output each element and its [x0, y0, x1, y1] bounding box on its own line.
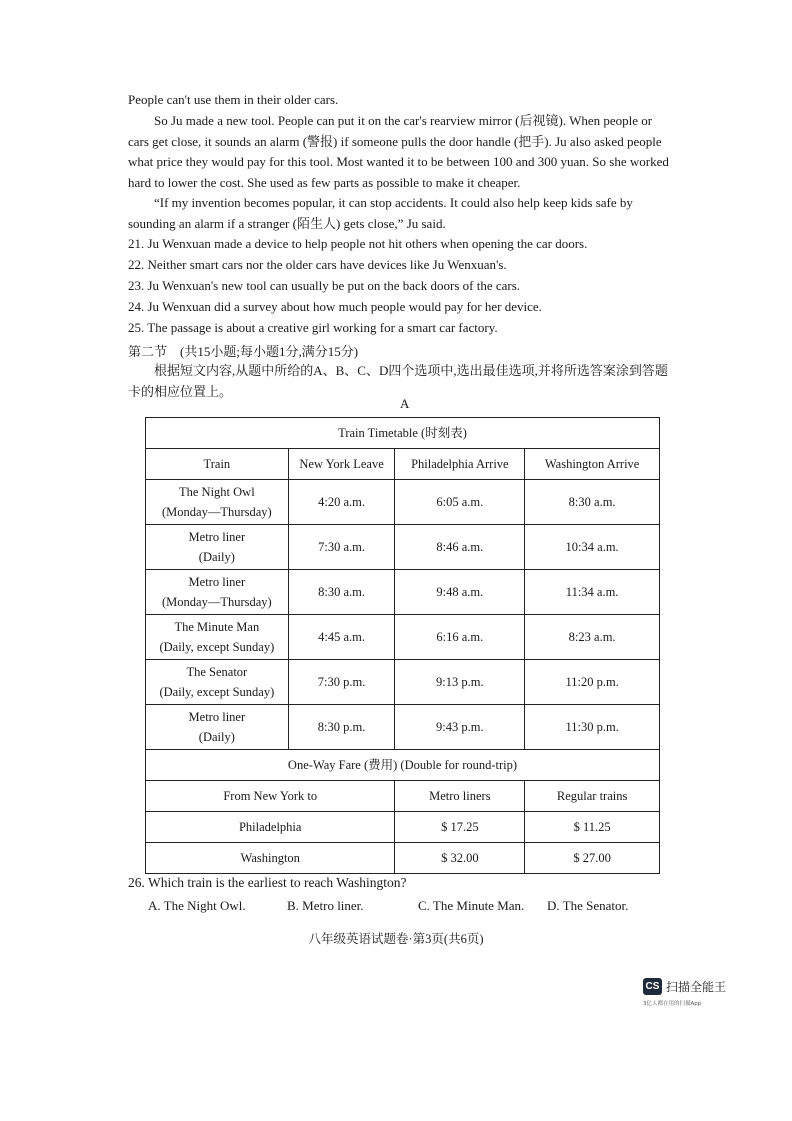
train-cell: [146, 660, 289, 705]
option-d: D. The Senator.: [547, 898, 629, 913]
fare-title: One-Way Fare (费用) (Double for round-trip): [146, 750, 660, 781]
option-b: B. Metro liner.: [287, 898, 364, 913]
ph-arrive-cell: 8:46 a.m.: [395, 525, 525, 570]
cs-logo-icon: CS: [643, 978, 662, 995]
fare-header-metro: Metro liners: [395, 781, 525, 812]
table-row: [146, 705, 660, 750]
section-instruction: 根据短文内容,从题中所给的A、B、C、D四个选项中,选出最佳选项,并将所选答案涂到答题卡的相应位置上。: [128, 363, 668, 399]
statement-21: 21. Ju Wenxuan made a device to help people not hit others when opening the car doors.: [128, 236, 588, 251]
table-row: [146, 660, 660, 705]
ph-arrive-cell: 9:43 p.m.: [395, 705, 525, 750]
train-cell: [146, 705, 289, 750]
ny-leave-cell: 4:45 a.m.: [288, 615, 395, 660]
wa-arrive-cell: 8:23 a.m.: [525, 615, 660, 660]
table-row: [146, 480, 660, 525]
fare-destination: Philadelphia: [146, 812, 395, 843]
statement-24: 24. Ju Wenxuan did a survey about how much people would pay for her device.: [128, 299, 542, 314]
train-cell: [146, 615, 289, 660]
table-row: [146, 812, 660, 843]
train-name: Metro liner: [188, 530, 246, 544]
passage-paragraph-3: “If my invention becomes popular, it can stop accidents. It could also help keep kids safe by sounding an alarm if a stranger (陌生人) gets close,” Ju said.: [128, 195, 633, 231]
option-c: C. The Minute Man.: [418, 898, 525, 913]
page-footer: 八年级英语试题卷·第3页(共6页): [308, 932, 484, 946]
train-days: (Monday—Thursday): [162, 595, 272, 609]
fare-metro: $ 17.25: [395, 812, 525, 843]
statement-22: 22. Neither smart cars nor the older cars have devices like Ju Wenxuan's.: [128, 257, 507, 272]
train-days: (Daily, except Sunday): [159, 685, 275, 699]
ny-leave-cell: 4:20 a.m.: [288, 480, 395, 525]
fare-destination: Washington: [146, 843, 395, 874]
passage-line-1: People can't use them in their older cars.: [128, 92, 339, 107]
header-new-york-leave: New York Leave: [288, 449, 395, 480]
option-a: A. The Night Owl.: [148, 898, 246, 913]
wa-arrive-cell: 11:34 a.m.: [525, 570, 660, 615]
table-row: [146, 615, 660, 660]
fare-header-from: From New York to: [146, 781, 395, 812]
fare-metro: $ 32.00: [395, 843, 525, 874]
camscanner-watermark: [643, 978, 726, 995]
passage-label: A: [400, 396, 410, 411]
watermark-subtitle: 3亿人都在用的扫描App: [643, 1001, 702, 1007]
section-heading: 第二节 (共15小题;每小题1分,满分15分): [128, 344, 359, 359]
timetable-title: Train Timetable (时刻表): [146, 418, 660, 449]
train-cell: [146, 570, 289, 615]
ny-leave-cell: 8:30 p.m.: [288, 705, 395, 750]
train-days: (Daily): [198, 550, 235, 564]
train-name: The Senator: [186, 665, 248, 679]
train-cell: [146, 480, 289, 525]
ph-arrive-cell: 9:48 a.m.: [395, 570, 525, 615]
ph-arrive-cell: 9:13 p.m.: [395, 660, 525, 705]
train-days: (Daily, except Sunday): [159, 640, 275, 654]
train-timetable: [145, 417, 660, 874]
question-26-stem: 26. Which train is the earliest to reach Washington?: [128, 875, 407, 890]
fare-header-regular: Regular trains: [525, 781, 660, 812]
wa-arrive-cell: 8:30 a.m.: [525, 480, 660, 525]
ph-arrive-cell: 6:16 a.m.: [395, 615, 525, 660]
ny-leave-cell: 7:30 a.m.: [288, 525, 395, 570]
fare-regular: $ 11.25: [525, 812, 660, 843]
wa-arrive-cell: 11:20 p.m.: [525, 660, 660, 705]
table-row: [146, 525, 660, 570]
train-cell: [146, 525, 289, 570]
header-train: Train: [146, 449, 289, 480]
ph-arrive-cell: 6:05 a.m.: [395, 480, 525, 525]
table-row: [146, 570, 660, 615]
train-days: (Daily): [198, 730, 235, 744]
watermark-name: 扫描全能王: [666, 980, 727, 994]
train-name: Metro liner: [188, 575, 246, 589]
statement-25: 25. The passage is about a creative girl working for a smart car factory.: [128, 320, 498, 335]
ny-leave-cell: 7:30 p.m.: [288, 660, 395, 705]
header-washington-arrive: Washington Arrive: [525, 449, 660, 480]
train-name: The Minute Man: [174, 620, 260, 634]
train-name: The Night Owl: [179, 485, 255, 499]
table-row: [146, 843, 660, 874]
header-philadelphia-arrive: Philadelphia Arrive: [395, 449, 525, 480]
fare-regular: $ 27.00: [525, 843, 660, 874]
statement-23: 23. Ju Wenxuan's new tool can usually be put on the back doors of the cars.: [128, 278, 521, 293]
wa-arrive-cell: 10:34 a.m.: [525, 525, 660, 570]
wa-arrive-cell: 11:30 p.m.: [525, 705, 660, 750]
train-name: Metro liner: [188, 710, 246, 724]
train-days: (Monday—Thursday): [162, 505, 272, 519]
ny-leave-cell: 8:30 a.m.: [288, 570, 395, 615]
passage-paragraph-2: So Ju made a new tool. People can put it on the car's rearview mirror (后视镜). When people or cars get close, it sounds an alarm (警报) if someone pulls the door handle (把手). Ju also asked people what price they would pay for this tool. Most wanted it to be between 100 and 300 yuan. So she worked hard to lower the cost. She used as few parts as possible to make it cheaper.: [128, 113, 669, 190]
